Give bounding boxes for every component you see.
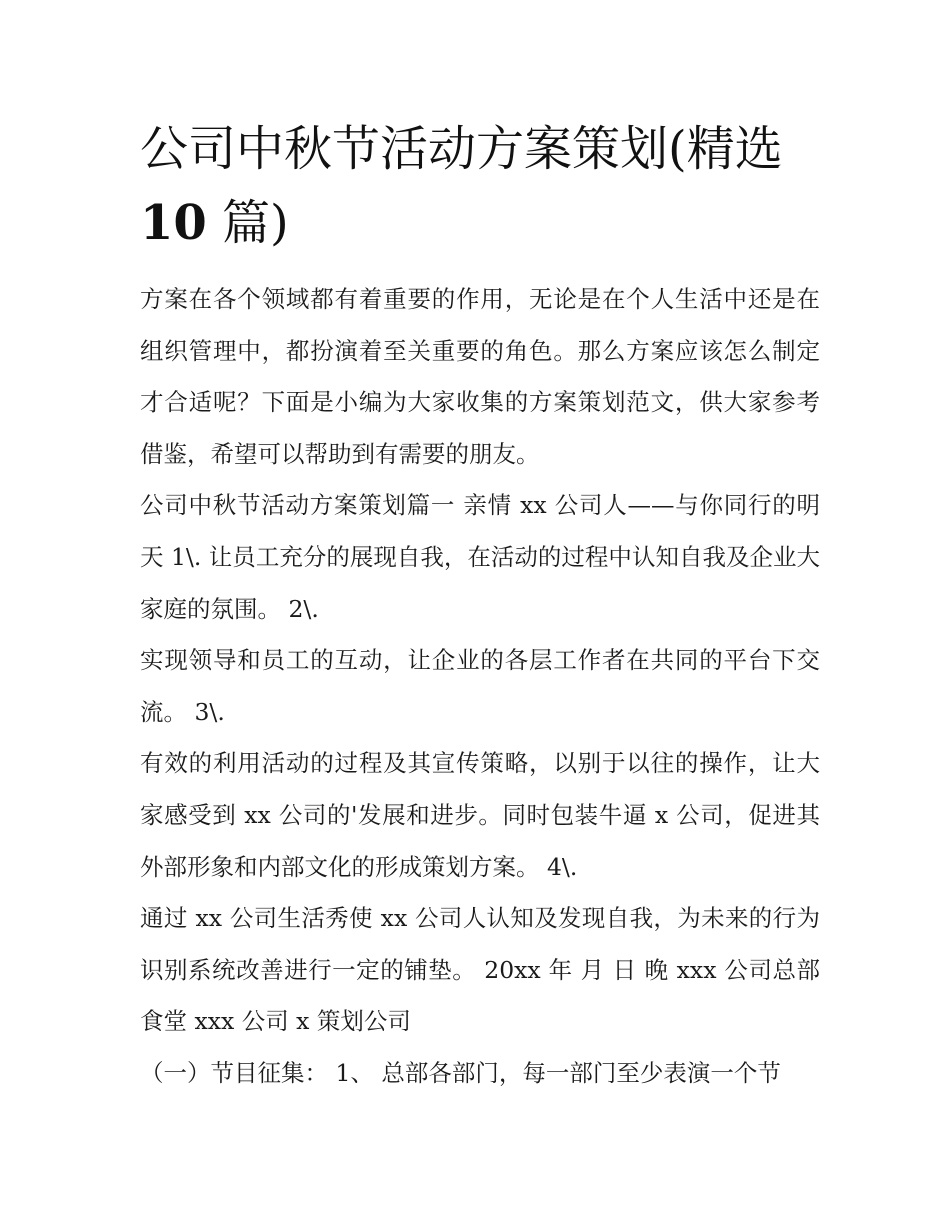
paragraph-goal-4: 通过 xx 公司生活秀使 xx 公司人认知及发现自我，为未来的行为识别系统改善进行一定的铺垫。 20xx 年 月 日 晚 xxx 公司总部食堂 xxx 公司 x 策划公司: [140, 904, 820, 1036]
title-suffix: 篇): [206, 195, 289, 251]
document-body: [140, 274, 820, 1100]
paragraph-chapter-one: 公司中秋节活动方案策划篇一 亲情 xx 公司人——与你同行的明天 1\. 让员工充分的展现自我，在活动的过程中认知自我及企业大家庭的氛围。 2\.: [140, 491, 820, 623]
title-line-1: 公司中秋节活动方案策划(精选: [140, 121, 783, 177]
title-number: 10: [140, 195, 207, 251]
document-title: [140, 112, 820, 260]
paragraph-program-collection: （一）节目征集： 1、 总部各部门，每一部门至少表演一个节: [140, 1058, 781, 1087]
paragraph-goal-3: 有效的利用活动的过程及其宣传策略，以别于以往的操作，让大家感受到 xx 公司的'发展和进步。同时包装牛逼 x 公司，促进其外部形象和内部文化的形成策划方案。 4\.: [140, 749, 820, 881]
paragraph-goal-2: 实现领导和员工的互动，让企业的各层工作者在共同的平台下交流。 3\.: [140, 646, 820, 726]
paragraph-intro: 方案在各个领域都有着重要的作用，无论是在个人生活中还是在组织管理中，都扮演着至关重要的角色。那么方案应该怎么制定才合适呢？下面是小编为大家收集的方案策划范文，供大家参考借鉴，希望可以帮助到有需要的朋友。: [140, 285, 820, 468]
